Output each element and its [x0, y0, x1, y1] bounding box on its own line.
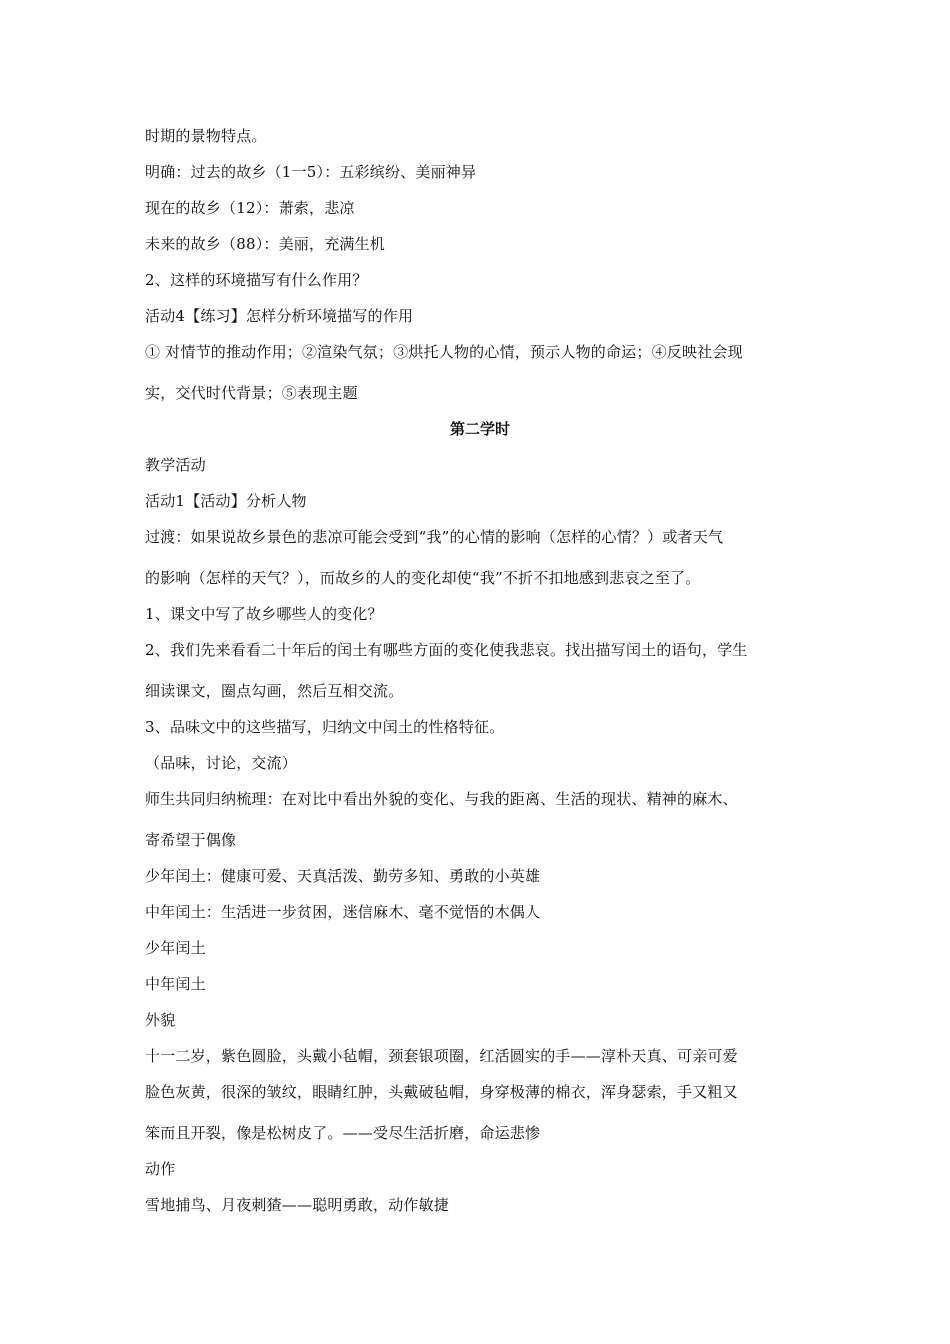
- text-line: 2、我们先来看看二十年后的闰土有哪些方面的变化使我悲哀。找出描写闰土的语句，学生: [145, 641, 748, 659]
- text-line: 活动1【活动】分析人物: [145, 492, 307, 510]
- text-line: 中年闰土: [145, 975, 206, 993]
- text-line: 教学活动: [145, 456, 206, 474]
- text-line: 过渡：如果说故乡景色的悲凉可能会受到“我”的心情的影响（怎样的心情？）或者天气: [145, 528, 724, 546]
- text-line: 明确：过去的故乡（1一5）：五彩缤纷、美丽神异: [145, 163, 477, 181]
- text-line: 中年闰土：生活进一步贫困，迷信麻木、毫不觉悟的木偶人: [145, 903, 541, 921]
- text-line: 的影响（怎样的天气？），而故乡的人的变化却使“我”不折不扣地感到悲哀之至了。: [145, 569, 701, 587]
- text-line: 动作: [145, 1160, 176, 1178]
- text-line: 外貌: [145, 1011, 176, 1029]
- text-line: 2、这样的环境描写有什么作用？: [145, 271, 368, 289]
- text-line: 少年闰土：健康可爱、天真活泼、勤劳多知、勇敢的小英雄: [145, 867, 541, 885]
- text-line: 现在的故乡（12）：萧索，悲凉: [145, 199, 355, 217]
- text-line: ① 对情节的推动作用；②渲染气氛；③烘托人物的心情，预示人物的命运；④反映社会现: [145, 343, 743, 361]
- section-heading: 第二学时: [449, 420, 510, 438]
- text-line: （品味，讨论，交流）: [145, 754, 298, 772]
- text-line: 脸色灰黄，很深的皱纹，眼睛红肿，头戴破毡帽，身穿极薄的棉衣，浑身瑟索，手又粗又: [145, 1083, 738, 1101]
- text-line: 笨而且开裂，像是松树皮了。——受尽生活折磨，命运悲惨: [145, 1124, 541, 1142]
- text-line: 3、品味文中的这些描写，归纳文中闰土的性格特征。: [145, 718, 505, 736]
- text-line: 少年闰土: [145, 939, 206, 957]
- text-line: 十一二岁，紫色圆脸，头戴小毡帽，颈套银项圈，红活圆实的手——淳朴天真、可亲可爱: [145, 1047, 738, 1065]
- text-line: 师生共同归纳梳理：在对比中看出外貌的变化、与我的距离、生活的现状、精神的麻木、: [145, 790, 738, 808]
- text-line: 1、课文中写了故乡哪些人的变化？: [145, 605, 383, 623]
- text-line: 细读课文，圈点勾画，然后互相交流。: [145, 682, 404, 700]
- text-line: 雪地捕鸟、月夜刺猹——聪明勇敢，动作敏捷: [145, 1196, 450, 1214]
- text-line: 活动4【练习】怎样分析环境描写的作用: [145, 307, 414, 325]
- text-line: 实，交代时代背景；⑤表现主题: [145, 384, 358, 402]
- text-line: 未来的故乡（88）：美丽，充满生机: [145, 235, 385, 253]
- text-line: 时期的景物特点。: [145, 127, 267, 145]
- text-line: 寄希望于偶像: [145, 831, 237, 849]
